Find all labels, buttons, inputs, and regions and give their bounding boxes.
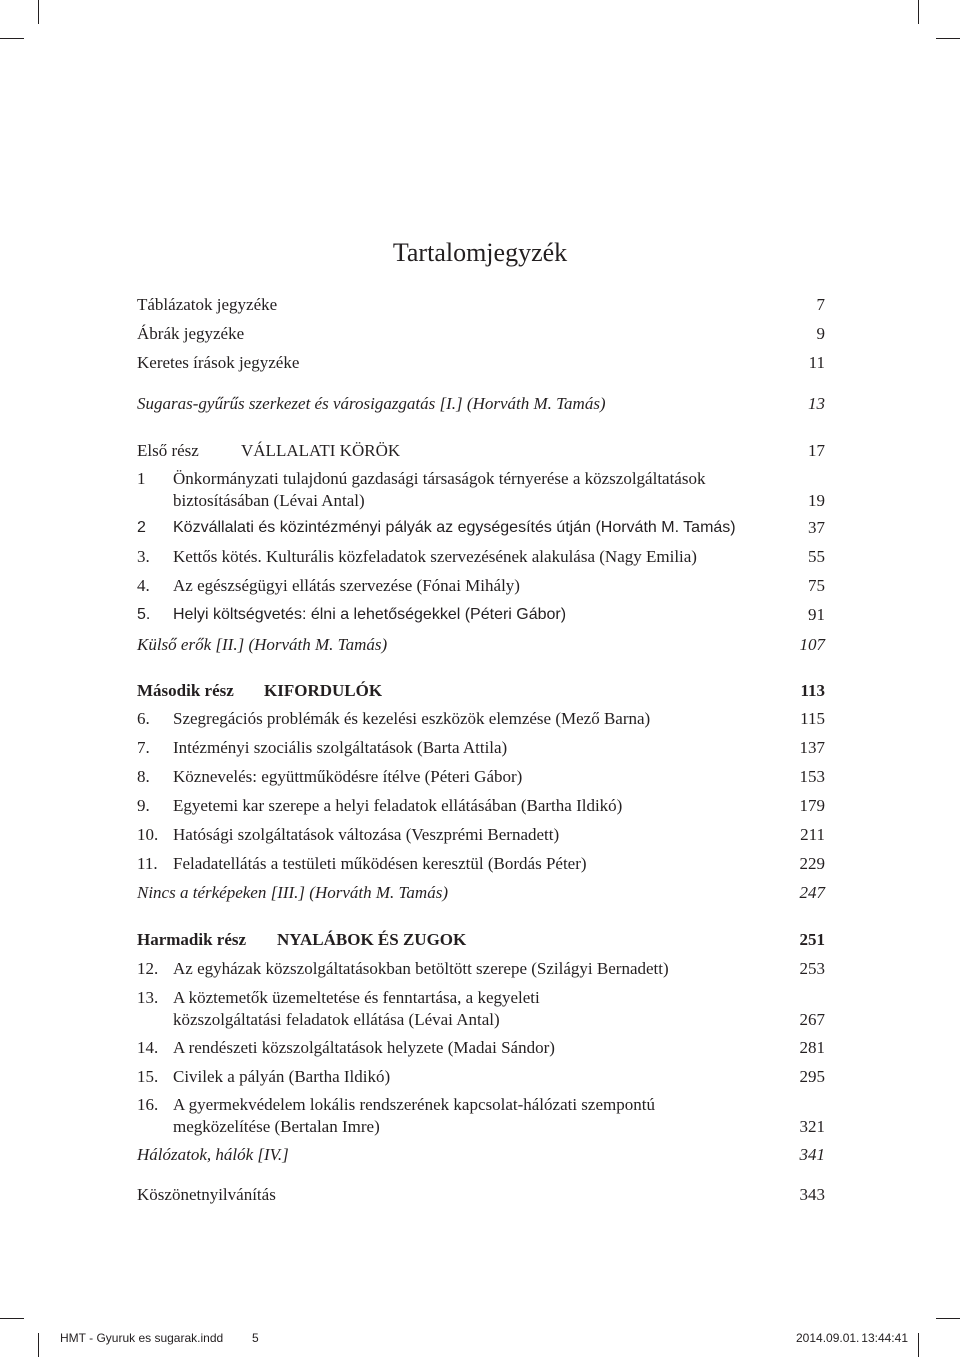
slug-date: 2014.09.01. — [796, 1331, 860, 1345]
crop-mark-bottom-left — [38, 1333, 39, 1357]
crop-mark-top-right — [918, 0, 919, 24]
crop-mark-bottom-right-h — [936, 1318, 960, 1319]
crop-mark-top-left-h — [0, 38, 24, 39]
print-slug — [40, 1327, 918, 1349]
table-of-contents: Táblázatok jegyzéke 7 Ábrák jegyzéke 9 Keretes írások jegyzéke 11 Sugaras-gyűrűs szerkezet és városigazgatás [I.] (Horváth M. Tamás) 13 Első rész VÁLLALATI KÖRÖK 17 1 Önkormányzati tulajdonú gazdasági társaságok térnyerése a közszolgáltatások biztosításában (Lévai Antal) 19 2 Közvállalati és közintézményi pályák az egységesítés útján (Horváth M. Tamás) 37 3. Kettős kötés. Kulturális közfeladatok szervezésének alakulása (Nagy Emilia) 55 4. Az egészségügyi ellátás szervezése (Fónai Mihály) 75 5. Helyi költségvetés: élni a lehetőségekkel (Péteri Gábor) 91 Külső erők [II.] (Horváth M. Tamás) 107 Második rész KIFORDULÓK 113 6. Szegregációs problémák és kezelési eszközök elemzése (Mező Barna) 115 7. Intézményi szociális szolgáltatások (Barta Attila) 137 8. Köznevelés: együttműködésre ítélve (Péteri Gábor) 153 9. Egyetemi kar szerepe a helyi feladatok ellátásában (Bartha Ildikó) 179 10. Hatósági szolgáltatások változása (Veszprémi Bernadett) 211 11. Feladatellátás a testületi működésen keresztül (Bordás Péter) 229 Nincs a térképeken [III.] (Horváth M. Tamás) 247 Harmadik rész NYALÁBOK ÉS ZUGOK 251 12. Az egyházak közszolgáltatásokban betöltött szerepe (Szilágyi Bernadett) 253 13. A köztemetők üzemeltetése és fenntartása, a kegyeleti közszolgáltatási feladatok ellátása (Lévai Antal) 267 14. A rendészeti közszolgáltatások helyzete (Madai Sándor) 281 15. Civilek a pályán (Bartha Ildikó) 295 16. A gyermekvédelem lokális rendszerének kapcsolat-hálózati szempontú megközelítése (Bertalan Imre) 321 Hálózatok, hálók [IV.] 341 Köszönetnyilvánítás 343 — [137, 295, 825, 1204]
crop-mark-top-right-h — [936, 38, 960, 39]
crop-mark-top-left — [38, 0, 39, 24]
slug-sheet: 5 — [252, 1331, 259, 1345]
slug-filename: HMT - Gyuruk es sugarak.indd — [60, 1331, 224, 1345]
crop-mark-bottom-left-h — [0, 1318, 24, 1319]
crop-mark-bottom-right — [918, 1333, 919, 1357]
page-title: Tartalomjegyzék — [392, 238, 568, 267]
slug-time: 13:44:41 — [861, 1331, 908, 1345]
